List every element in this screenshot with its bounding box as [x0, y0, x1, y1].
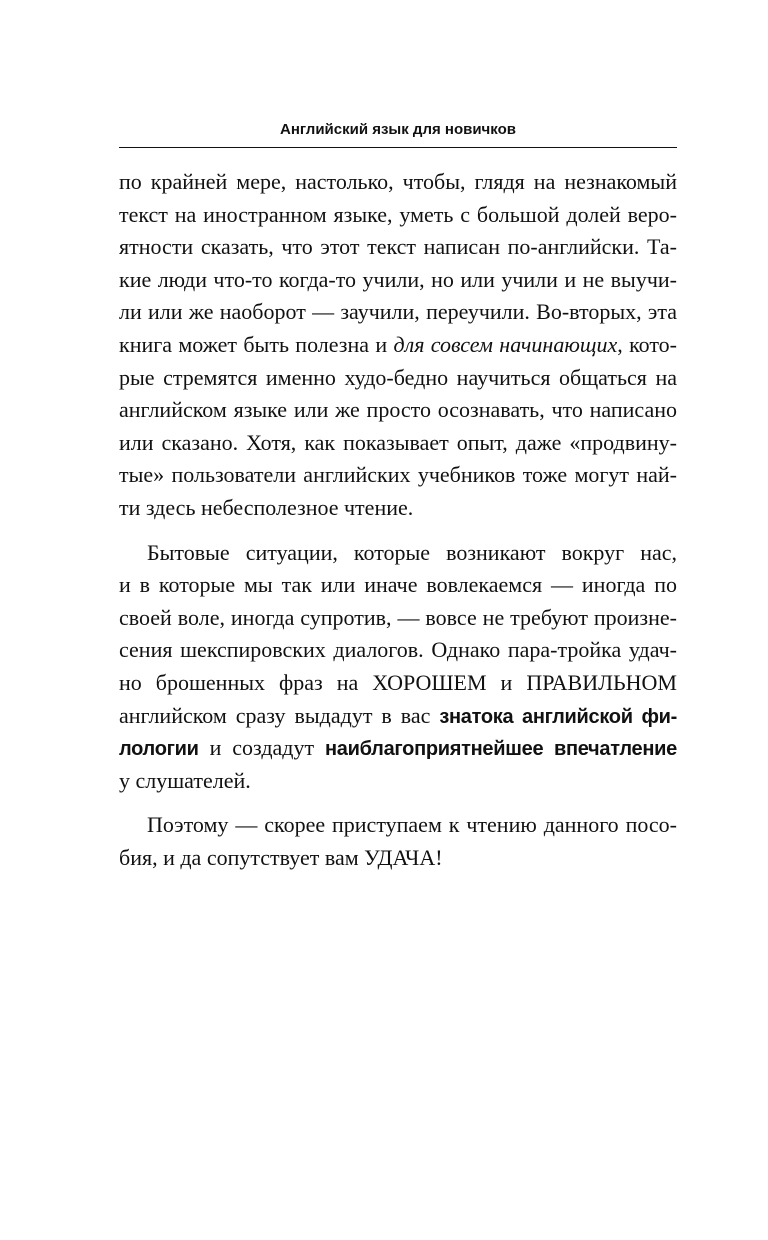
text-line: или сказано. Хотя, как показывает опыт, даже «продвину- [119, 429, 677, 455]
text-line: и в которые мы так или иначе вовлекаемся — иногда по [119, 572, 677, 598]
text-line: рые стремятся именно худо-бедно научиться общаться на [119, 364, 677, 390]
italic-phrase: для совсем начинающих [393, 331, 618, 357]
text-line: бия, и да сопутствует вам УДАЧА! [119, 844, 443, 870]
paragraph [119, 166, 677, 525]
page-body [119, 166, 677, 874]
text-line: Поэтому — скорее приступаем к чтению данного посо- [147, 812, 677, 838]
text-line: у слушателей. [119, 767, 251, 793]
bold-phrase: лологии [119, 738, 199, 761]
bold-phrase: наиблагоприятнейшее впечатление [325, 738, 677, 761]
text-line: Бытовые ситуации, которые возникают вокруг нас, [147, 539, 677, 565]
text-line: сения шекспировских диалогов. Однако пара-тройка удач- [119, 637, 677, 663]
text-line: кие люди что-то когда-то учили, но или учили и не выучи- [119, 266, 677, 292]
text-line: текст на иностранном языке, уметь с большой долей веро- [119, 201, 677, 227]
paragraph [119, 537, 677, 798]
text-line: ятности сказать, что этот текст написан по-английски. Та- [119, 234, 677, 260]
text-line: но брошенных фраз на ХОРОШЕМ и ПРАВИЛЬНОМ [119, 669, 677, 695]
text-line: тые» пользователи английских учебников тоже могут най- [119, 462, 677, 488]
bold-phrase: знатока английской фи- [439, 705, 677, 728]
text-line: своей воле, иногда супротив, — вовсе не требуют произне- [119, 604, 677, 630]
header-rule [119, 147, 677, 148]
text-line: ти здесь небесполезное чтение. [119, 494, 414, 520]
text-line: лологии и создадут наиблагоприятнейшее впечатление [119, 735, 677, 761]
text-line: книга может быть полезна и для совсем начинающих, кото- [119, 331, 677, 357]
text-line: по крайней мере, настолько, чтобы, глядя на незнакомый [119, 169, 677, 194]
text-line: английском сразу выдадут в вас знатока английской фи- [119, 702, 677, 728]
running-header-title: Английский язык для новичков [280, 121, 516, 138]
text-line: ли или же наоборот — заучили, переучили. Во-вторых, эта [119, 299, 677, 325]
paragraph [119, 809, 677, 874]
text-line: английском языке или же просто осознавать, что написано [119, 397, 677, 423]
